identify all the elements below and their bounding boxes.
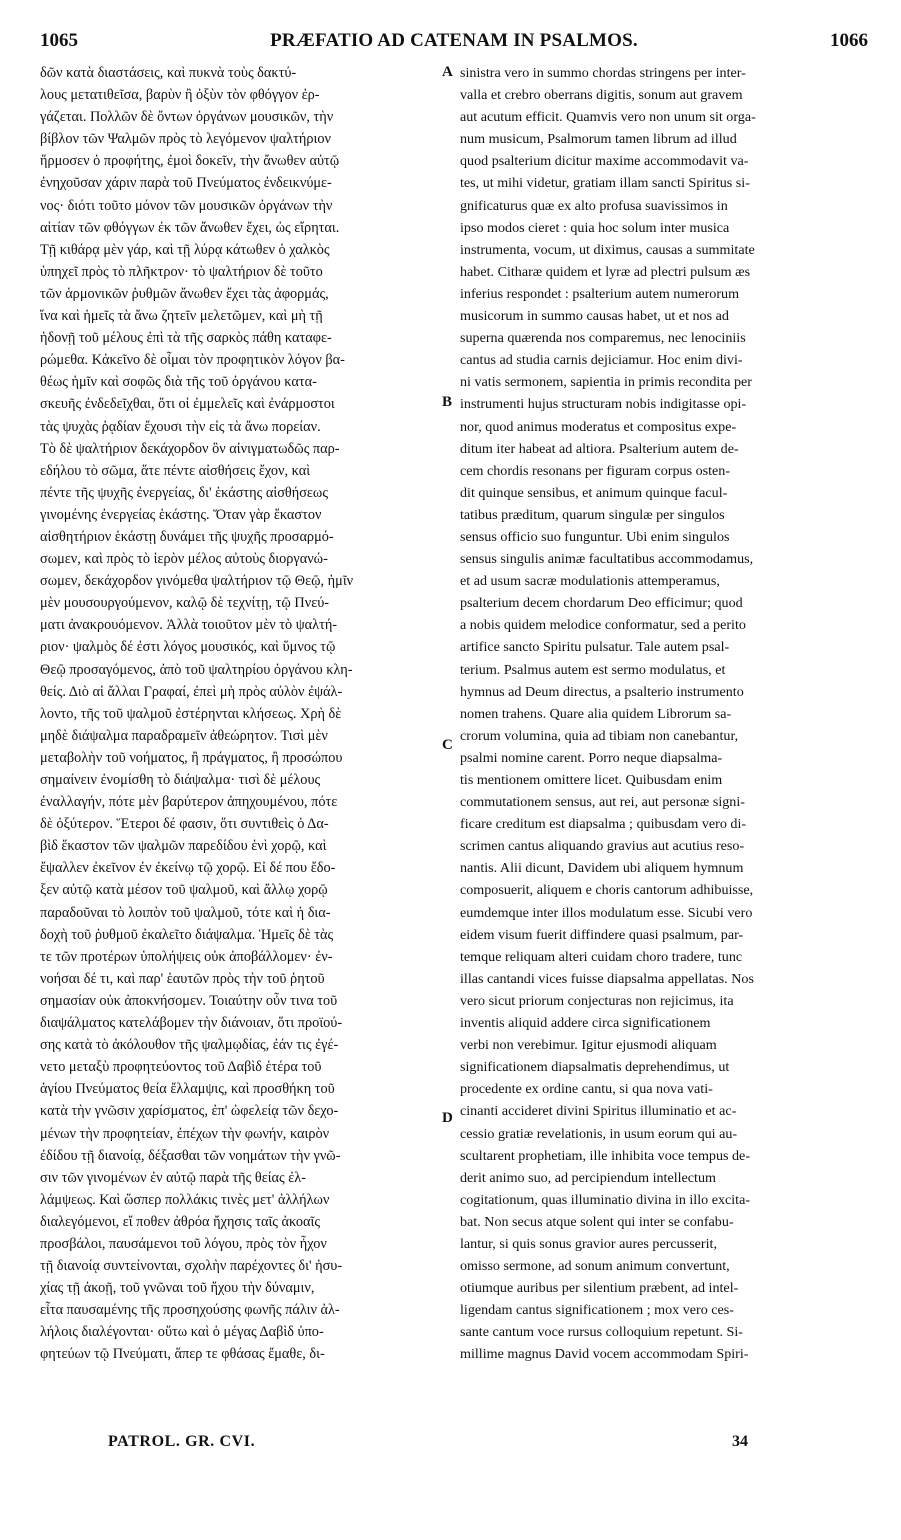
greek-text-line: αἰτίαν τῶν φθόγγων ἐκ τῶν ἄνωθεν ἔχει, ὡς εἴρηται. bbox=[40, 219, 340, 236]
section-marker-a: A bbox=[442, 64, 453, 80]
greek-text-line: χίας τῇ ἀκοῇ, τοῦ γνῶναι τοῦ ἤχου τὴν δύναμιν, bbox=[40, 1280, 315, 1297]
greek-text-line: ριον· ψαλμὸς δέ ἐστι λόγος μουσικός, καὶ ὕμνος τῷ bbox=[40, 639, 336, 656]
greek-text-line: εἶτα παυσαμένης τῆς προσηχούσης φωνῆς πάλιν ἀλ- bbox=[40, 1302, 340, 1319]
greek-text-line: νοήσαι δέ τι, καὶ παρ' ἑαυτῶν πρὸς τὴν τοῦ ῥητοῦ bbox=[40, 970, 325, 987]
running-header bbox=[40, 30, 868, 58]
latin-text-line: bat. Non secus atque solent qui inter se confabu- bbox=[460, 1213, 734, 1230]
latin-column bbox=[460, 62, 868, 1366]
greek-text-line: ρώμεθα. Κἀκεῖνο δὲ οἶμαι τὸν προφητικὸν λόγον βα- bbox=[40, 352, 345, 369]
latin-text-line: eidem visum fuerit diffindere quasi psalmum, par- bbox=[460, 926, 744, 943]
latin-text-line: otiumque auribus per silentium præbent, ad intel- bbox=[460, 1280, 739, 1297]
greek-text-line: ξεν αὐτῷ κατὰ μέσον τοῦ ψαλμοῦ, καὶ ἄλλῳ χορῷ bbox=[40, 882, 328, 899]
latin-text-line: a nobis quidem melodice conformatur, sed a perito bbox=[460, 617, 746, 634]
latin-text-line: musicorum in summo causas habet, ut et nos ad bbox=[460, 308, 729, 325]
greek-text-line: σης κατὰ τὸ ἀκόλουθον τῆς ψαλμῳδίας, ἐάν τις ἐγέ- bbox=[40, 1037, 339, 1054]
greek-text-line: γινομένης ἐνεργείας ἑκάστης. Ὅταν γὰρ ἕκαστον bbox=[40, 506, 322, 523]
greek-text-line: σημασίαν οὐκ ἀποκνήσομεν. Τοιαύτην οὖν τινα τοῦ bbox=[40, 992, 338, 1009]
latin-text-line: gnificaturus quæ ex alto profusa suavissimos in bbox=[460, 197, 728, 214]
greek-text-line: δὲ ὀξύτερον. Ἕτεροι δέ φασιν, ὅτι συντιθεὶς ὁ Δα- bbox=[40, 816, 329, 833]
greek-column bbox=[40, 62, 442, 1366]
latin-text-line: ficare creditum est diapsalma ; quibusdam vero di- bbox=[460, 816, 747, 833]
greek-text-line: Τὸ δὲ ψαλτήριον δεκάχορδον ὃν αἰνιγματωδῶς παρ- bbox=[40, 440, 340, 457]
latin-text-line: ligendam cantus significationem ; mox vero ces- bbox=[460, 1302, 734, 1319]
latin-text-line: cinanti accideret divini Spiritus illuminatio et ac- bbox=[460, 1103, 737, 1120]
latin-text-line: sinistra vero in summo chordas stringens per inter- bbox=[460, 65, 746, 81]
greek-text-line: σωμεν, καὶ πρὸς τὸ ἱερὸν μέλος αὐτοὺς διοργανώ- bbox=[40, 551, 328, 568]
latin-text-line: tis mentionem omittere licet. Quibusdam enim bbox=[460, 772, 723, 788]
latin-text-line: scrimen cantus aliquando gravius aut acutius reso- bbox=[460, 838, 745, 855]
latin-text-line: inventis aliquid addere circa significationem bbox=[460, 1015, 711, 1032]
greek-text-line: Θεῷ προσαγόμενος, ἀπὸ τοῦ ψαλτηρίου ὀργάνου κλη- bbox=[40, 661, 353, 678]
latin-text-line: cantus ad studia carnis dejiciamur. Hoc enim divi- bbox=[460, 352, 743, 369]
greek-text-line: ἁγίου Πνεύματος θεία ἔλλαμψις, καὶ προσθήκη τοῦ bbox=[40, 1081, 335, 1098]
footer-patrologia: PATROL. GR. CVI. bbox=[108, 1433, 256, 1450]
greek-text-line: λήλοις διαλέγονται· οὕτω καὶ ὁ μέγας Δαβὶδ ὑπο- bbox=[40, 1324, 324, 1341]
latin-text-line: valla et crebro oberrans digitis, sonum aut gravem bbox=[460, 87, 743, 104]
greek-text-line: παραδοῦναι τὸ λοιπὸν τοῦ ψαλμοῦ, τότε καὶ ἡ δια- bbox=[40, 904, 331, 921]
greek-text-line: λους μετατιθεῖσα, βαρὺν ἢ ὀξὺν τὸν φθόγγον ἐρ- bbox=[40, 87, 320, 104]
latin-text-line: significationem diapsalmatis deprehendimus, ut bbox=[460, 1059, 730, 1076]
greek-text-line: τε τῶν προτέρων ὑπολήψεις οὐκ ἀποβάλλομεν· ἐν- bbox=[40, 948, 333, 965]
latin-text-line: ni vatis sermonem, sapientia in primis recondita per bbox=[460, 374, 752, 391]
greek-text-line: δῶν κατὰ διαστάσεις, καὶ πυκνὰ τοὺς δακτύ- bbox=[40, 65, 297, 81]
latin-text-line: cem chordis resonans per figuram corpus osten- bbox=[460, 462, 731, 479]
greek-text-line: μηδὲ διάψαλμα παραδραμεῖν ἀθεώρητον. Τισὶ μὲν bbox=[40, 727, 328, 744]
greek-text-line: σημαίνειν ἐνομίσθη τὸ διάψαλμα· τισὶ δὲ μέλους bbox=[40, 772, 321, 788]
latin-text-line: instrumenti hujus structuram nobis indigitasse opi- bbox=[460, 396, 747, 413]
greek-text-line: θέως ἡμῖν καὶ σοφῶς διὰ τῆς τοῦ ὀργάνου κατα- bbox=[40, 374, 317, 391]
latin-text-line: quod psalterium dicitur maxime accommodavit va- bbox=[460, 153, 749, 170]
latin-text-line: cessio gratiæ revelationis, in usum eorum qui au- bbox=[460, 1125, 738, 1142]
section-marker-b: B bbox=[442, 394, 453, 410]
greek-text-line: Τῇ κιθάρᾳ μὲν γάρ, καὶ τῇ λύρᾳ κάτωθεν ὁ χαλκὸς bbox=[40, 241, 330, 258]
greek-text-line: ματι ἀνακρουόμενον. Ἀλλὰ τοιοῦτον μὲν τὸ ψαλτή- bbox=[40, 617, 338, 634]
latin-text-line: terium. Psalmus autem est sermo modulatus, et bbox=[460, 661, 726, 678]
greek-text-line: κατὰ τὴν γνῶσιν χαρίσματος, ἐπ' ὠφελείᾳ τῶν δεχο- bbox=[40, 1103, 339, 1120]
latin-text-line: instrumenta, vocum, ut diximus, causas a summitate bbox=[460, 241, 755, 258]
greek-text-line: φητεύων τῷ Πνεύματι, ἅπερ τε φθάσας ἔμαθε, δι- bbox=[40, 1346, 325, 1363]
latin-text-line: nantis. Alii dicunt, Davidem ubi aliquem hymnum bbox=[460, 860, 744, 877]
latin-text-line: sante cantum voce rursus colloquium repetunt. Si- bbox=[460, 1324, 743, 1341]
greek-text-line: ἵνα καὶ ἡμεῖς τὰ ἄνω ζητεῖν μελετῶμεν, καὶ μὴ τῇ bbox=[40, 308, 323, 325]
greek-text-line: νος· διότι τοῦτο μόνον τῶν μουσικῶν ὀργάνων τὴν bbox=[40, 197, 333, 214]
running-title: PRÆFATIO AD CATENAM IN PSALMOS. bbox=[270, 30, 638, 51]
greek-text-line: βὶδ ἕκαστον τῶν ψαλμῶν παρεδίδου ἑνὶ χορῷ, καὶ bbox=[40, 838, 327, 855]
latin-text-line: lantur, si quis sonus gravior aures percusserit, bbox=[460, 1235, 717, 1252]
latin-text-line: temque reliquam alteri cuidam choro tradere, tunc bbox=[460, 948, 743, 965]
latin-text-line: verbi non verebimur. Igitur ejusmodi aliquam bbox=[460, 1037, 717, 1054]
greek-text-line: γάζεται. Πολλῶν δὲ ὄντων ὀργάνων μουσικῶν, τὴν bbox=[40, 109, 334, 126]
greek-text-line: νετο μεταξὺ προφητεύοντος τοῦ Δαβὶδ ἑτέρα τοῦ bbox=[40, 1059, 322, 1076]
greek-text-line: τῶν ἁρμονικῶν ῥυθμῶν ἄνωθεν ἔχει τὰς ἀφορμάς, bbox=[40, 285, 329, 302]
latin-text-line: derit animo suo, ad percipiendum intellectum bbox=[460, 1169, 716, 1186]
latin-text-line: cogitationum, quas illuminatio divina in illo excita- bbox=[460, 1191, 751, 1208]
greek-text-line: διαψάλματος κατελάβομεν τὴν διάνοιαν, ὅτι προϊού- bbox=[40, 1015, 343, 1032]
latin-text-line: superna quærenda nos comparemus, nec lenociniis bbox=[460, 330, 746, 347]
greek-text-line: σκευῆς ἐνδεδεῖχθαι, ὅτι οἱ ἐμμελεῖς καὶ ἐνάρμοστοι bbox=[40, 396, 335, 413]
latin-text-line: procedente ex ordine cantu, si qua nova vati- bbox=[460, 1081, 713, 1098]
latin-text-line: hymnus ad Deum directus, a psalterio instrumento bbox=[460, 683, 744, 700]
page-number-left: 1065 bbox=[40, 30, 78, 51]
latin-text-line: et ad usum sacræ modulationis attemperamus, bbox=[460, 573, 720, 590]
latin-text-line: nor, quod animus moderatus et compositus expe- bbox=[460, 418, 737, 435]
latin-text-line: num musicum, Psalmorum tamen librum ad illud bbox=[460, 131, 737, 148]
latin-text-line: sensus singulis animæ facultatibus accommodamus, bbox=[460, 551, 754, 568]
page-number-right: 1066 bbox=[830, 30, 868, 51]
greek-text-line: τὰς ψυχὰς ῥᾳδίαν ἔχουσι τὴν εἰς τὰ ἄνω πορείαν. bbox=[40, 418, 321, 435]
greek-text-line: βίβλον τῶν Ψαλμῶν πρὸς τὸ λεγόμενον ψαλτήριον bbox=[40, 131, 331, 148]
latin-text-line: psalmi nomine carent. Porro neque diapsalma- bbox=[460, 749, 723, 766]
latin-text-line: crorum volumina, quia ad tibiam non canebantur, bbox=[460, 727, 739, 744]
latin-text-line: ipso modos cieret : quia hoc solum inter musica bbox=[460, 219, 730, 236]
greek-text-line: λοντο, τῆς τοῦ ψαλμοῦ ἐστέρηνται κλήσεως. Χρὴ δὲ bbox=[40, 705, 342, 722]
footer-signature: 34 bbox=[732, 1433, 748, 1450]
greek-text-line: ἐνηχοῦσαν χάριν παρὰ τοῦ Πνεύματος ἐνδεικνύμε- bbox=[40, 175, 332, 192]
latin-text-line: eumdemque inter illos modulatum esse. Sicubi vero bbox=[460, 904, 753, 921]
greek-text-line: μένων τὴν προφητείαν, ἐπέχων τὴν φωνήν, καιρὸν bbox=[40, 1125, 330, 1142]
greek-text-line: ἥρμοσεν ὁ προφήτης, ἐμοὶ δοκεῖν, τὴν ἄνωθεν αὐτῷ bbox=[40, 153, 340, 170]
greek-text-line: μὲν μουσουργούμενον, καλῷ δὲ τεχνίτῃ, τῷ Πνεύ- bbox=[40, 595, 330, 612]
latin-text-line: omisso sermone, ad sonum animum convertunt, bbox=[460, 1258, 730, 1275]
greek-text-line: ἡδονῇ τοῦ μέλους ἐπὶ τὰ τῆς σαρκὸς πάθη καταφε- bbox=[40, 330, 332, 347]
latin-text-line: nomen trahens. Quare alia quidem Librorum sa- bbox=[460, 705, 732, 722]
latin-text-line: habet. Citharæ quidem et lyræ ad plectri pulsum æs bbox=[460, 263, 751, 280]
greek-text-line: λάμψεως. Καὶ ὥσπερ πολλάκις τινὲς μετ' ἀλλήλων bbox=[40, 1191, 330, 1208]
section-marker-c: C bbox=[442, 737, 453, 753]
greek-text-line: ὑπηχεῖ πρὸς τὸ πλῆκτρον· τὸ ψαλτήριον δὲ τοῦτο bbox=[40, 263, 323, 280]
greek-text-line: αἰσθητήριον ἑκάστῃ δυνάμει τῆς ψυχῆς προσαρμό- bbox=[40, 528, 334, 545]
greek-text-line: τῇ διανοίᾳ συντείνονται, σχολὴν παρέχοντες δι' ἡσυ- bbox=[40, 1258, 343, 1275]
latin-text-line: illas cantandi vices fuisse diapsalma appellatas. Nos bbox=[460, 970, 754, 987]
greek-text-line: εδήλου τὸ σῶμα, ἅτε πέντε αἰσθήσεις ἔχον, καὶ bbox=[40, 462, 311, 479]
latin-text-line: sensus officio suo funguntur. Ubi enim singulos bbox=[460, 528, 730, 545]
latin-text-line: tes, ut mihi videtur, gratiam illam sancti Spiritus si- bbox=[460, 175, 750, 192]
greek-text-line: μεταβολὴν τοῦ νοήματος, ἢ πράγματος, ἢ προσώπου bbox=[40, 749, 343, 766]
greek-text-line: πέντε τῆς ψυχῆς ἐνεργείας, δι' ἑκάστης αἰσθήσεως bbox=[40, 484, 329, 501]
latin-text-line: scultarent prophetiam, ille inhibita voce tempus de- bbox=[460, 1147, 751, 1164]
latin-text-line: inferius respondet : psalterium autem numerorum bbox=[460, 285, 740, 302]
latin-text-line: millime magnus David vocem accommodam Spiri- bbox=[460, 1346, 749, 1363]
section-marker-d: D bbox=[442, 1110, 453, 1126]
latin-text-line: aut acutum efficit. Quamvis vero non unum sit orga- bbox=[460, 109, 756, 126]
latin-text-line: vero sicut priorum conjecturas non rejicimus, ita bbox=[460, 992, 734, 1009]
greek-text-line: ἐναλλαγήν, πότε μὲν βαρύτερον ἀπηχουμένου, πότε bbox=[40, 794, 338, 811]
greek-text-line: δοχὴ τοῦ ῥυθμοῦ ἐκαλεῖτο διάψαλμα. Ἡμεῖς δὲ τὰς bbox=[40, 926, 334, 943]
latin-text-line: dit quinque sensibus, et animum quinque facul- bbox=[460, 484, 728, 501]
greek-text-line: διαλεγόμενοι, εἴ ποθεν ἀθρόα ἤχησις ταῖς ἀκοαῖς bbox=[40, 1213, 321, 1230]
latin-text-line: artifice sancto Spiritu pulsatur. Tale autem psal- bbox=[460, 639, 730, 656]
latin-text-line: composuerit, aliquem e choris cantorum adhibuisse, bbox=[460, 882, 754, 899]
greek-text-line: σωμεν, δεκάχορδον γινόμεθα ψαλτήριον τῷ Θεῷ, ἡμῖν bbox=[40, 573, 354, 590]
greek-text-line: θείς. Διὸ αἱ ἄλλαι Γραφαί, ἐπεὶ μὴ πρὸς αὐλὸν ἐψάλ- bbox=[40, 683, 343, 700]
latin-text-line: commutationem sensus, aut rei, aut personæ signi- bbox=[460, 794, 745, 811]
greek-text-line: ἐδίδου τῇ διανοίᾳ, δέξασθαι τῶν νοημάτων τὴν γνῶ- bbox=[40, 1147, 341, 1164]
latin-text-line: psalterium decem chordarum Deo efficimur; quod bbox=[460, 595, 743, 612]
greek-text-line: σιν τῶν γινομένων ἐν αὐτῷ παρὰ τῆς θείας ἐλ- bbox=[40, 1169, 306, 1186]
greek-text-line: προσβάλοι, παυσάμενοι τοῦ λόγου, πρὸς τὸν ἦχον bbox=[40, 1235, 327, 1252]
greek-text-line: ἔψαλλεν ἐκεῖνον ἐν ἐκείνῳ τῷ χορῷ. Εἰ δέ που ἔδο- bbox=[40, 860, 336, 877]
latin-text-line: tatibus præditum, quarum singulæ per singulos bbox=[460, 506, 725, 523]
latin-text-line: ditum iter habeat ad altiora. Psalterium autem de- bbox=[460, 440, 739, 457]
